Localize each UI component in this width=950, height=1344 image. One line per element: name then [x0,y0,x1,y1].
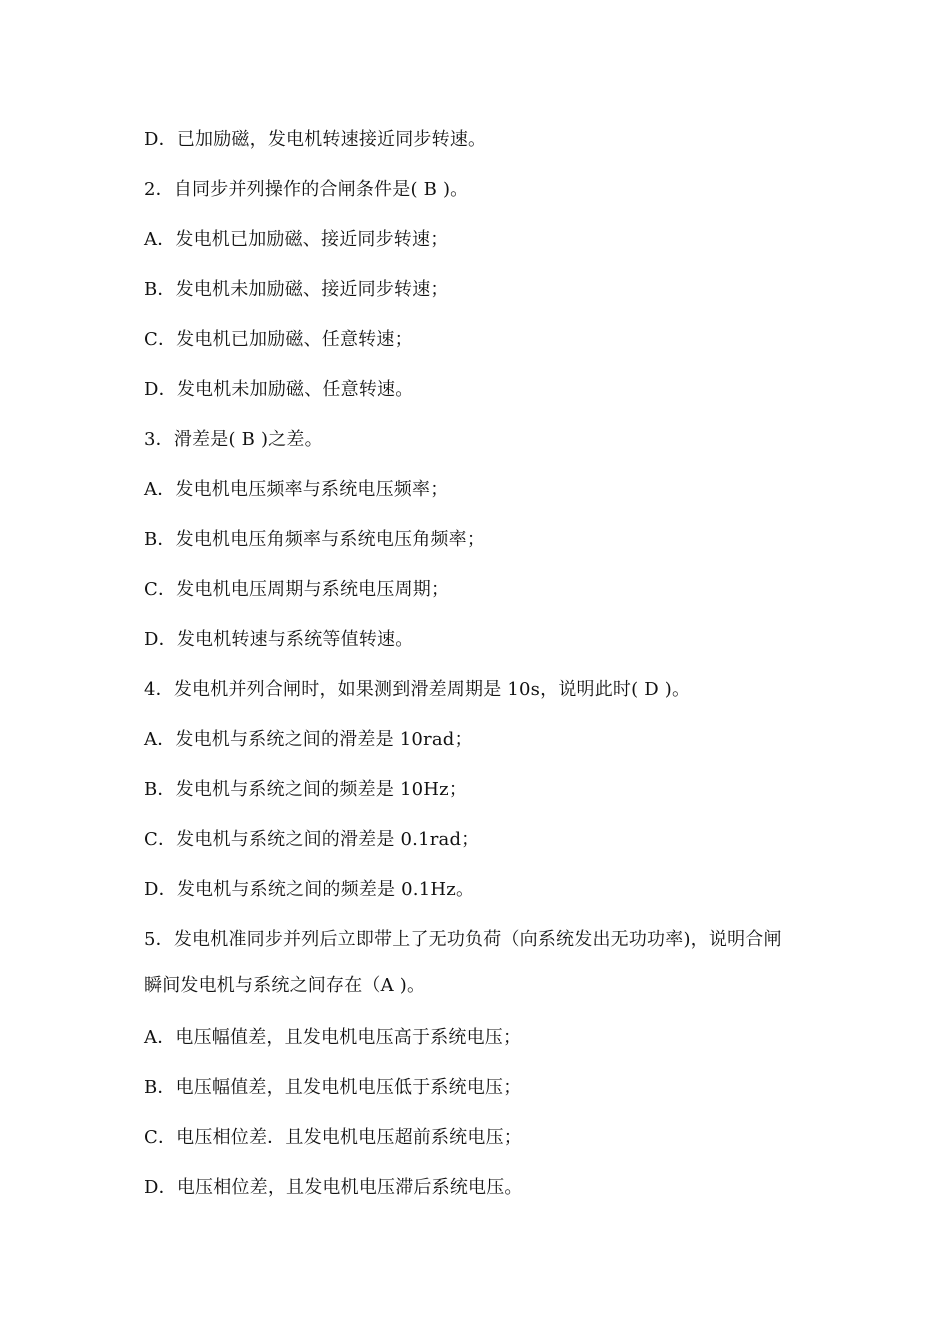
question-4: 4．发电机并列合闸时，如果测到滑差周期是 10s，说明此时( D )。 [144,679,691,700]
answer-option-d: D．已加励磁，发电机转速接近同步转速。 [144,129,487,150]
question-5-continuation: 瞬间发电机与系统之间存在（A )。 [144,975,426,996]
answer-option-b: B．发电机未加励磁、接近同步转速； [144,279,449,300]
answer-option-a: A．发电机电压频率与系统电压频率； [144,479,449,500]
answer-option-c: C．发电机与系统之间的滑差是 0.1rad； [144,829,480,850]
answer-option-d: D．发电机转速与系统等值转速。 [144,629,414,650]
question-3: 3．滑差是( B )之差。 [144,429,323,450]
question-2: 2．自同步并列操作的合闸条件是( B )。 [144,179,469,200]
answer-option-b: B．电压幅值差，且发电机电压低于系统电压； [144,1077,522,1098]
answer-option-d: D．发电机与系统之间的频差是 0.1Hz。 [144,879,475,900]
answer-option-d: D．电压相位差，且发电机电压滞后系统电压。 [144,1177,523,1198]
answer-option-a: A．发电机与系统之间的滑差是 10rad； [144,729,473,750]
answer-option-c: C．发电机已加励磁、任意转速； [144,329,413,350]
answer-option-a: A．发电机已加励磁、接近同步转速； [144,229,449,250]
answer-option-d: D．发电机未加励磁、任意转速。 [144,379,414,400]
answer-option-b: B．发电机电压角频率与系统电压角频率； [144,529,486,550]
answer-option-c: C．电压相位差．且发电机电压超前系统电压； [144,1127,522,1148]
question-5: 5．发电机准同步并列后立即带上了无功负荷（向系统发出无功功率)，说明合闸 [144,929,782,950]
answer-option-c: C．发电机电压周期与系统电压周期； [144,579,450,600]
answer-option-a: A．电压幅值差，且发电机电压高于系统电压； [144,1027,522,1048]
answer-option-b: B．发电机与系统之间的频差是 10Hz； [144,779,468,800]
